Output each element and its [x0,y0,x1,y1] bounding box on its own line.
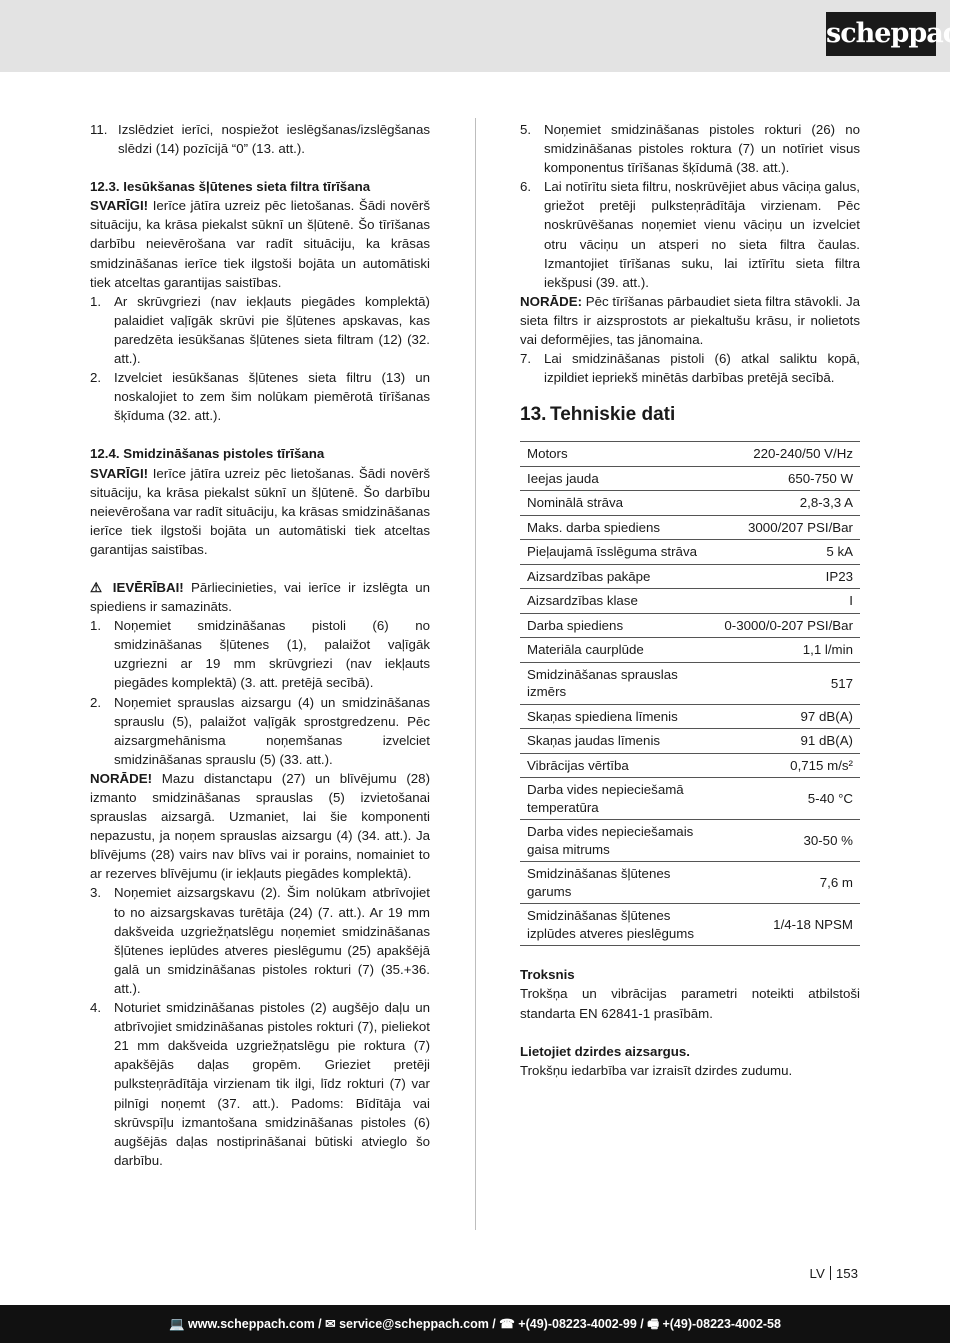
list-item: 4. Noturiet smidzināšanas pistoles (2) augšējo daļu un atbrīvojiet smidzināšanas pistoles rokturi (7), pieliekot 21 mm dakšveida uzgriežņatslēgu pie roktura (7) apakšējās daļas gropēm. Grieziet pretēji pulksteņrādītāja virzienam tik ilgi, līdz rokturi (7) var pilnīgi noņemt (37. att.). Padoms: Bīdītāja vai skrūvspīļu izmantošana smidzināšanas pistoles (6) augšējās daļas nostiprināšanai būtiski atvieglo šo darbību. [90,1000,430,1168]
spec-value: 1,1 l/min [715,638,860,663]
page-number: LV 153 [809,1266,858,1281]
list-item: 1. Ar skrūvgriezi (nav iekļauts piegādes komplektā) palaidiet vaļīgāk skrūvi pie šļūtenes apskavas, kas paredzēta iesūkšanas šļūtenes sieta filtram (12) (32. att.). [90,293,430,367]
spec-row [520,564,860,589]
list-item: 7. Lai smidzināšanas pistoli (6) atkal saliktu kopā, izpildiet iepriekš minētās darbības pretējā secībā. [520,351,860,386]
step-list [520,349,860,387]
paragraph: SVARĪGI! Ierīce jātīra uzreiz pēc lietošanas. Šādi novērš situāciju, ka krāsa piekalst sūknī un šļūtenē. Šo darbību neievērošana var radīt situāciju, ka krāsas smidzināšanas ierīce tiek ilgstoši bojāta un automātiski tiek atceltas garantijas saistības. [90,465,430,557]
paragraph: Trokšņu iedarbība var izraisīt dzirdes zudumu. [520,1062,793,1078]
spec-row [520,638,860,663]
paragraph: Trokšņa un vibrācijas parametri noteikti atbilstoši standarta EN 62841-1 prasībām. [520,986,860,1021]
spec-value: 220-240/50 V/Hz [715,442,860,467]
spec-label: Smidzināšanas šļūtenes izplūdes atveres pieslēgums [520,904,715,946]
spec-value: 5 kA [715,540,860,565]
spec-row [520,729,860,754]
spec-label: Skaņas spiediena līmenis [520,704,715,729]
spec-label: Materiāla caurplūde [520,638,715,663]
column-divider [475,118,476,1230]
spec-table [520,441,860,946]
spec-value: 1/4-18 NPSM [715,904,860,946]
step-list [90,292,430,426]
spec-value: 517 [715,662,860,704]
spec-row [520,662,860,704]
spec-row [520,778,860,820]
warning-icon: ⚠ IEVĒRĪBAI! [90,579,184,595]
step-list [520,120,860,292]
spec-row [520,540,860,565]
spec-value: I [715,589,860,614]
spec-value: 30-50 % [715,820,860,862]
spec-value: 91 dB(A) [715,729,860,754]
section-heading-12-3: 12.3. Iesūkšanas šļūtenes sieta filtra tīrīšana [90,179,371,195]
section-heading-12-4: 12.4. Smidzināšanas pistoles tīrīšana [90,446,325,462]
spec-value: 5-40 °C [715,778,860,820]
spec-label: Darba spiediens [520,613,715,638]
spec-value: 0,715 m/s² [715,753,860,778]
list-item: 3. Noņemiet aizsargskavu (2). Šim nolūkam atbrīvojiet to no aizsargskavas turētāja (24) (7. att.). Ar 19 mm dakšveida uzgriežņatslēgu noņemiet smidzināšanas šļūtenes ieplūdes atveres pieslēgumu (25) apakšējā galā un smidzināšanas pistoles rokturi (7) (35.+36. att.). [90,885,430,996]
list-item: 5. Noņemiet smidzināšanas pistoles rokturi (26) no smidzināšanas pistoles roktura (7) un notīriet visus komponentus tīrīšanas šķīdumā (38. att.). [520,122,860,176]
spec-value: 3000/207 PSI/Bar [715,515,860,540]
spec-row [520,466,860,491]
spec-label: Motors [520,442,715,467]
note-paragraph: NORĀDE: Pēc tīrīšanas pārbaudiet sieta filtra stāvokli. Ja sieta filtrs ir aizsprostots ar piekaltušu krāsu, ir nolietots vai deformējies, tas jānomaina. [520,293,860,348]
spec-value: 0-3000/0-207 PSI/Bar [715,613,860,638]
spec-row [520,753,860,778]
spec-value: 97 dB(A) [715,704,860,729]
spec-value: 7,6 m [715,862,860,904]
list-item: 2. Izvelciet iesūkšanas šļūtenes sieta filtru (13) un noskalojiet to zem šim nolūkam piemērotā tīrīšanas šķīduma (32. att.). [90,370,430,424]
page-header [0,0,977,72]
spec-label: Maks. darba spiediens [520,515,715,540]
spec-value: IP23 [715,564,860,589]
noise-heading: Troksnis [520,967,575,983]
step-list [90,883,430,1169]
spec-label: Smidzināšanas sprauslas izmērs [520,662,715,704]
spec-row [520,589,860,614]
spec-row [520,491,860,516]
paragraph: SVARĪGI! Ierīce jātīra uzreiz pēc lietošanas. Šādi novērš situāciju, ka krāsa piekalst sūknī un šļūtenē. Šo tīrīšanas darbību neievērošana var radīt situāciju, ka krāsas smidzināšanas ierīce tiek ilgstoši bojāta un automātiski tiek atceltas garantijas saistības. [90,198,430,290]
right-column [520,120,860,1080]
attention-notice: ⚠ IEVĒRĪBAI! Pārliecinieties, vai ierīce ir izslēgta un spiediens ir samazināts. [90,579,431,615]
spec-label: Skaņas jaudas līmenis [520,729,715,754]
brand-logo: scheppach [826,12,936,56]
spec-label: Aizsardzības pakāpe [520,564,715,589]
section-heading-13: 13. Tehniskie dati [520,404,676,426]
spec-label: Nominālā strāva [520,491,715,516]
spec-label: Aizsardzības klase [520,589,715,614]
ear-protection-heading: Lietojiet dzirdes aizsargus. [520,1043,690,1059]
spec-label: Darba vides nepieciešamā temperatūra [520,778,715,820]
spec-label: Smidzināšanas šļūtenes garums [520,862,715,904]
page-footer: 💻 www.scheppach.com / ✉ service@scheppach.com / ☎ +(49)-08223-4002-99 / 🖷 +(49)-08223-4002-58 [0,1305,950,1343]
spec-label: Vibrācijas vērtība [520,753,715,778]
note-paragraph: NORĀDE! Mazu distanctapu (27) un blīvējumu (28) izmanto smidzināšanas sprauslas (5) izvietošanai sprauslas aizsargā. Uzmaniet, lai šie komponenti nepazustu, ja noņem sprauslas aizsargu (4) (34. att.). Ja blīvējums (28) vairs nav blīvs vai ir porains, nomainiet to ar rezerves blīvējumu (ir iekļauts piegādes komplektā). [90,770,430,882]
spec-row [520,515,860,540]
step-list [90,616,430,769]
spec-value: 2,8-3,3 A [715,491,860,516]
spec-value: 650-750 W [715,466,860,491]
list-item: 1. Noņemiet smidzināšanas pistoli (6) no smidzināšanas šļūtenes (1), palaižot vaļīgāk uzgriezni ar 19 mm skrūvgriezi (nav iekļauts piegādes komplektā) (3. att. pretējā secībā). [90,618,430,691]
spec-row [520,862,860,904]
spec-row [520,904,860,946]
spec-row [520,613,860,638]
spec-label: Ieejas jauda [520,466,715,491]
spec-row [520,704,860,729]
list-item: 2. Noņemiet sprauslas aizsargu (4) un smidzināšanas sprauslu (5), palaižot vaļīgāk sprostgredzenu. Pēc aizsargmehānisma noņemšanas izvelciet smidzināšanas sprauslu (5) (33. att.). [90,694,430,767]
spec-row [520,442,860,467]
spec-label: Pieļaujamā īsslēguma strāva [520,540,715,565]
left-column [90,120,430,1170]
spec-row [520,820,860,862]
list-item: 11. Izslēdziet ierīci, nospiežot ieslēgšanas/izslēgšanas slēdzi (14) pozīcijā “0” (13. att.). [90,122,430,157]
list-item: 6. Lai notīrītu sieta filtru, noskrūvējiet abus vāciņa galus, griežot pretēji pulksteņrādītāja virzienam. Pēc noskrūvēšanas noņemiet vienu vāciņu un izvelciet otru vāciņu un atsperi no sieta filtra čaulas. Izmantojiet tīrīšanas suku, lai iztīrītu sieta filtra iekšpusi (39. att.). [520,179,860,290]
spec-label: Darba vides nepieciešamais gaisa mitrums [520,820,715,862]
